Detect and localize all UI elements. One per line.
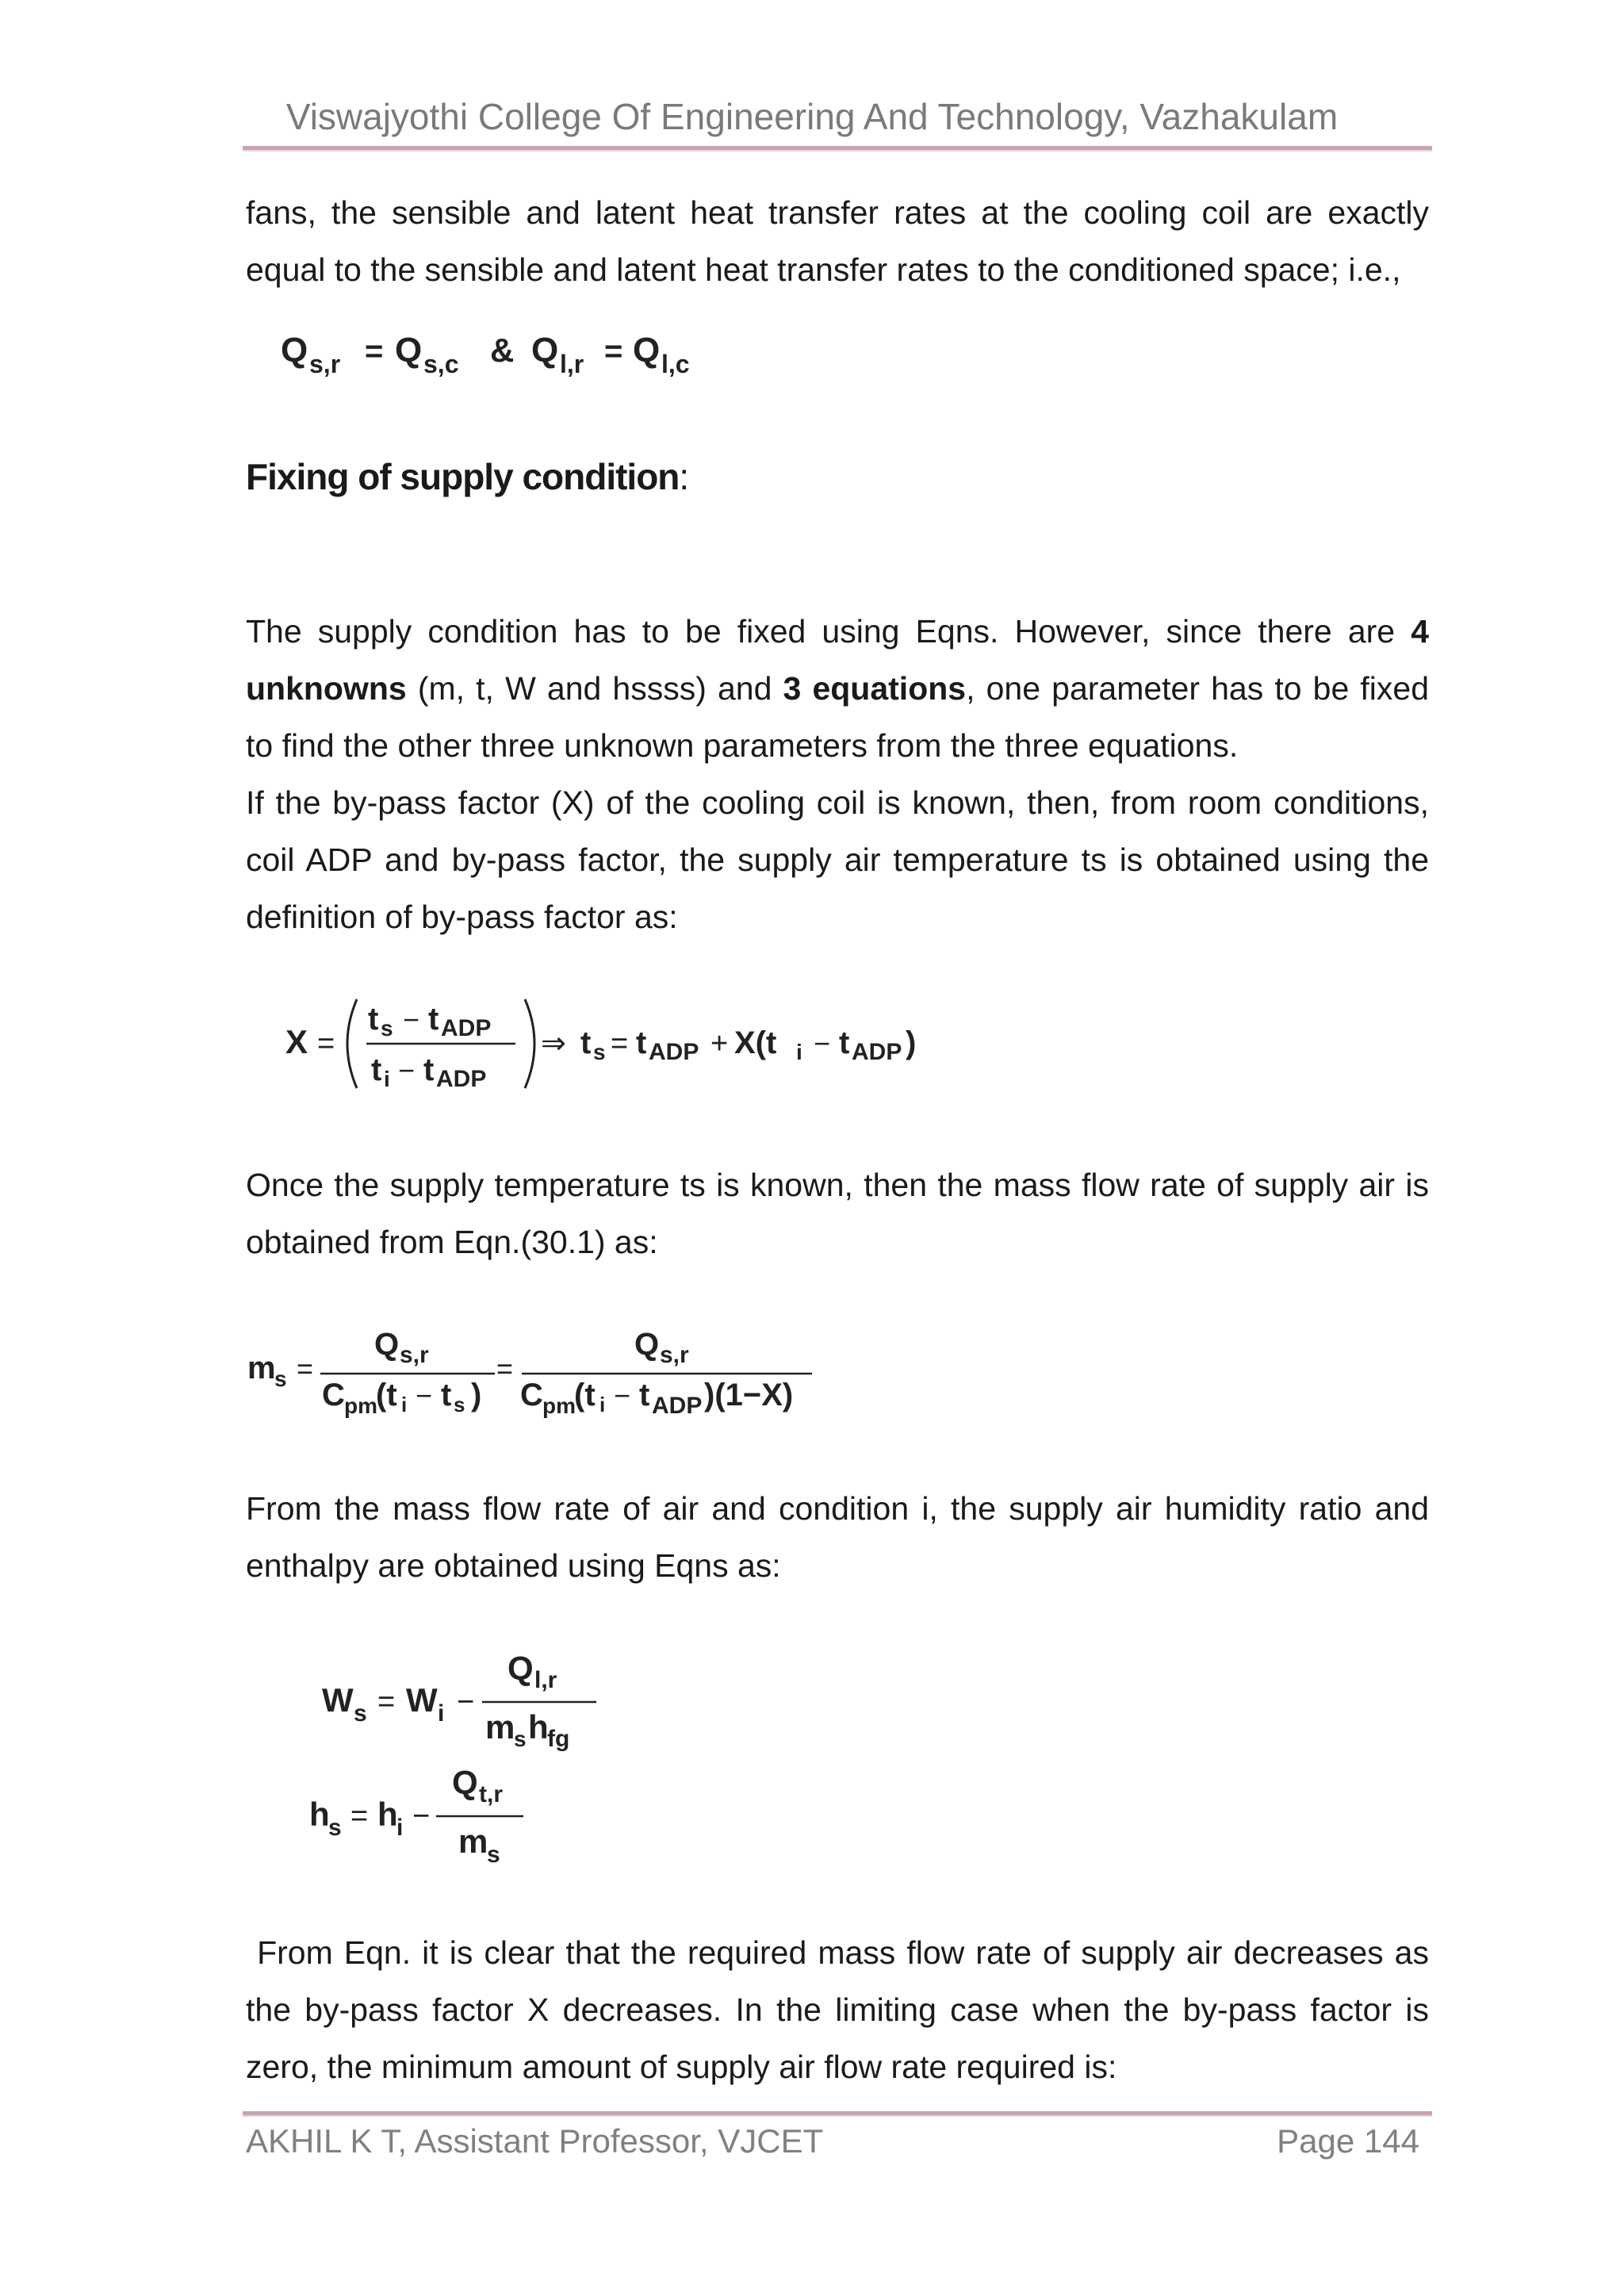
eq2-sub-i: i [796, 1040, 802, 1064]
para2-text3: , one parameter has to be fixed to find the other three unknown parameters from the three equations. [246, 670, 1430, 764]
eq1-sub-sc: s,c [423, 350, 459, 378]
eq2-den-sub-i: i [384, 1067, 390, 1091]
para2-text1: The supply condition has to be fixed using Eqns. However, since there are [246, 613, 1411, 650]
paragraph-limiting-case [246, 1924, 1438, 2095]
eq2-num-minus: − [403, 1003, 420, 1036]
eq2-x-open: X(t [734, 1025, 777, 1060]
eq4-w-i: W [406, 1681, 438, 1719]
eq5-minus: − [412, 1800, 431, 1833]
eq1-ampersand: & [490, 332, 515, 369]
eq1-sub-lr: l,r [560, 350, 584, 378]
eq2-x: X [285, 1023, 308, 1060]
eq4-num-sub: l,r [534, 1667, 557, 1693]
eq2-t-adp2: t [839, 1025, 850, 1060]
header-divider [243, 146, 1432, 151]
eq3-den2-t: t [639, 1378, 650, 1412]
para5-text: From the mass flow rate of air and condition i, the supply air humidity ratio and enthalpy are obtained using Eqns as: [246, 1490, 1429, 1584]
eq2-sub-adp1: ADP [649, 1039, 699, 1065]
eq2-den-minus: − [398, 1054, 416, 1087]
eq2-num-sub-adp: ADP [441, 1015, 492, 1041]
eq2-num-t1: t [368, 1002, 379, 1037]
eq5-den-sub-s: s [487, 1842, 500, 1868]
eq4-sub-s: s [354, 1700, 367, 1727]
eq2-t-s: t [580, 1025, 592, 1060]
eq3-den1-t: t [441, 1378, 452, 1412]
eq2-equals: = [317, 1027, 335, 1060]
eq2-den-t1: t [371, 1052, 382, 1087]
equation-humidity-enthalpy [301, 1642, 634, 1872]
eq3-den1-c: C [322, 1378, 345, 1412]
eq5-den-m: m [458, 1823, 488, 1860]
eq3-den2-sub-adp: ADP [652, 1393, 703, 1419]
para2-bold-equations: 3 equations [783, 670, 967, 707]
eq2-sub-s: s [593, 1040, 606, 1064]
paragraph-mass-flow [246, 1156, 1429, 1271]
eq3-num1-sub: s,r [400, 1342, 429, 1368]
eq2-den-t2: t [423, 1052, 435, 1087]
eq5-sub-s: s [328, 1815, 342, 1841]
footer-page-number: Page 144 [1277, 2122, 1419, 2160]
eq5-sub-i: i [396, 1815, 404, 1841]
eq1-q2: Q [395, 331, 423, 370]
eq2-plus: + [710, 1027, 729, 1060]
section-heading-text: Fixing of supply condition [246, 456, 680, 497]
equation-mass-flow-rate [243, 1317, 845, 1420]
section-heading [246, 455, 688, 498]
eq4-den-sub-fg: fg [547, 1726, 570, 1752]
paragraph-humidity-enthalpy [246, 1480, 1429, 1594]
eq3-den2-open: (t [574, 1378, 596, 1412]
eq2-t-adp: t [636, 1025, 647, 1060]
eq4-num-q: Q [508, 1650, 534, 1687]
eq4-den-sub-s: s [514, 1727, 527, 1751]
eq3-den2-minus: − [614, 1379, 631, 1412]
eq3-den1-sub-s: s [454, 1393, 465, 1416]
header-title: Viswajyothi College Of Engineering And Technology, Vazhakulam [285, 96, 1339, 137]
eq4-den-m: m [485, 1708, 515, 1746]
eq3-equals1: = [297, 1352, 314, 1385]
eq2-equals2: = [611, 1027, 629, 1060]
eq5-h-i: h [377, 1796, 398, 1833]
eq2-num-t2: t [428, 1002, 439, 1037]
paragraph-intro-text: fans, the sensible and latent heat transfer rates at the cooling coil are exactly equal to the sensible and latent heat transfer rates to the conditioned space; i.e., [246, 194, 1429, 288]
eq4-den-h: h [528, 1708, 549, 1746]
eq4-w: W [322, 1681, 354, 1719]
eq3-den1-open: (t [376, 1378, 397, 1412]
eq2-num-sub-s: s [381, 1016, 393, 1041]
eq2-close-paren: ) [906, 1025, 917, 1060]
para4-text: Once the supply temperature ts is known, then the mass flow rate of supply air is obtained from Eqn.(30.1) as: [246, 1167, 1429, 1260]
eq5-h: h [309, 1796, 330, 1833]
eq3-den1-sub-pm: pm [344, 1393, 377, 1418]
para2-bold-unknowns: 4 unknowns [246, 613, 1429, 707]
eq1-q1: Q [281, 331, 308, 370]
eq5-equals: = [350, 1800, 369, 1833]
equation-heat-equality [270, 317, 745, 389]
paragraph-intro [246, 184, 1429, 298]
eq3-num2-sub: s,r [660, 1342, 689, 1368]
eq4-equals: = [377, 1685, 396, 1719]
equation-bypass-factor [270, 983, 983, 1102]
eq3-den1-minus: − [416, 1379, 433, 1412]
eq3-m: m [247, 1351, 276, 1386]
eq1-q4: Q [633, 331, 661, 370]
para2-text2: (m, t, W and hssss) and [406, 670, 783, 707]
eq1-sub-lc: l,c [661, 350, 690, 378]
eq3-num1-q: Q [374, 1327, 400, 1362]
para3-text: If the by-pass factor (X) of the cooling coil is known, then, from room conditions, coil ADP and by-pass factor, the supply air temperature ts is obtained using the definition of by-pass factor as: [246, 784, 1429, 935]
para6-text: From Eqn. it is clear that the required mass flow rate of supply air decreases as the by-pass factor X decreases. In the limiting case when the by-pass factor is zero, the minimum amount of supply air flow rate required is: [246, 1934, 1438, 2085]
eq2-left-paren [347, 999, 357, 1088]
eq3-num2-q: Q [634, 1327, 660, 1362]
footer-author: AKHIL K T, Assistant Professor, VJCET [246, 2122, 824, 2160]
eq1-sub-sr: s,r [309, 350, 341, 378]
eq3-equals2: = [496, 1352, 514, 1385]
eq5-num-q: Q [452, 1764, 478, 1801]
eq3-den1-sub-i: i [401, 1393, 408, 1416]
eq3-den2-c: C [520, 1378, 543, 1412]
eq3-den2-sub-i: i [599, 1393, 606, 1416]
eq5-num-sub: t,r [479, 1781, 503, 1807]
section-heading-colon: : [679, 456, 689, 497]
eq1-equals1: = [365, 334, 384, 369]
eq4-sub-i: i [438, 1700, 445, 1727]
eq3-sub-s: s [274, 1366, 287, 1391]
eq2-sub-adp2: ADP [852, 1039, 902, 1065]
eq2-implies: ⇒ [541, 1027, 566, 1060]
footer-divider [243, 2111, 1432, 2117]
eq3-den2-tail: )(1−X) [704, 1378, 794, 1412]
paragraph-supply-condition [246, 603, 1429, 945]
eq2-right-paren [525, 999, 534, 1088]
eq2-den-sub-adp: ADP [436, 1066, 487, 1092]
eq1-q3: Q [531, 331, 559, 370]
eq3-den1-close: ) [471, 1378, 482, 1412]
eq3-den2-sub-pm: pm [542, 1393, 576, 1418]
eq1-equals2: = [604, 334, 623, 369]
eq4-minus: − [457, 1685, 475, 1719]
eq2-minus2: − [814, 1027, 831, 1060]
